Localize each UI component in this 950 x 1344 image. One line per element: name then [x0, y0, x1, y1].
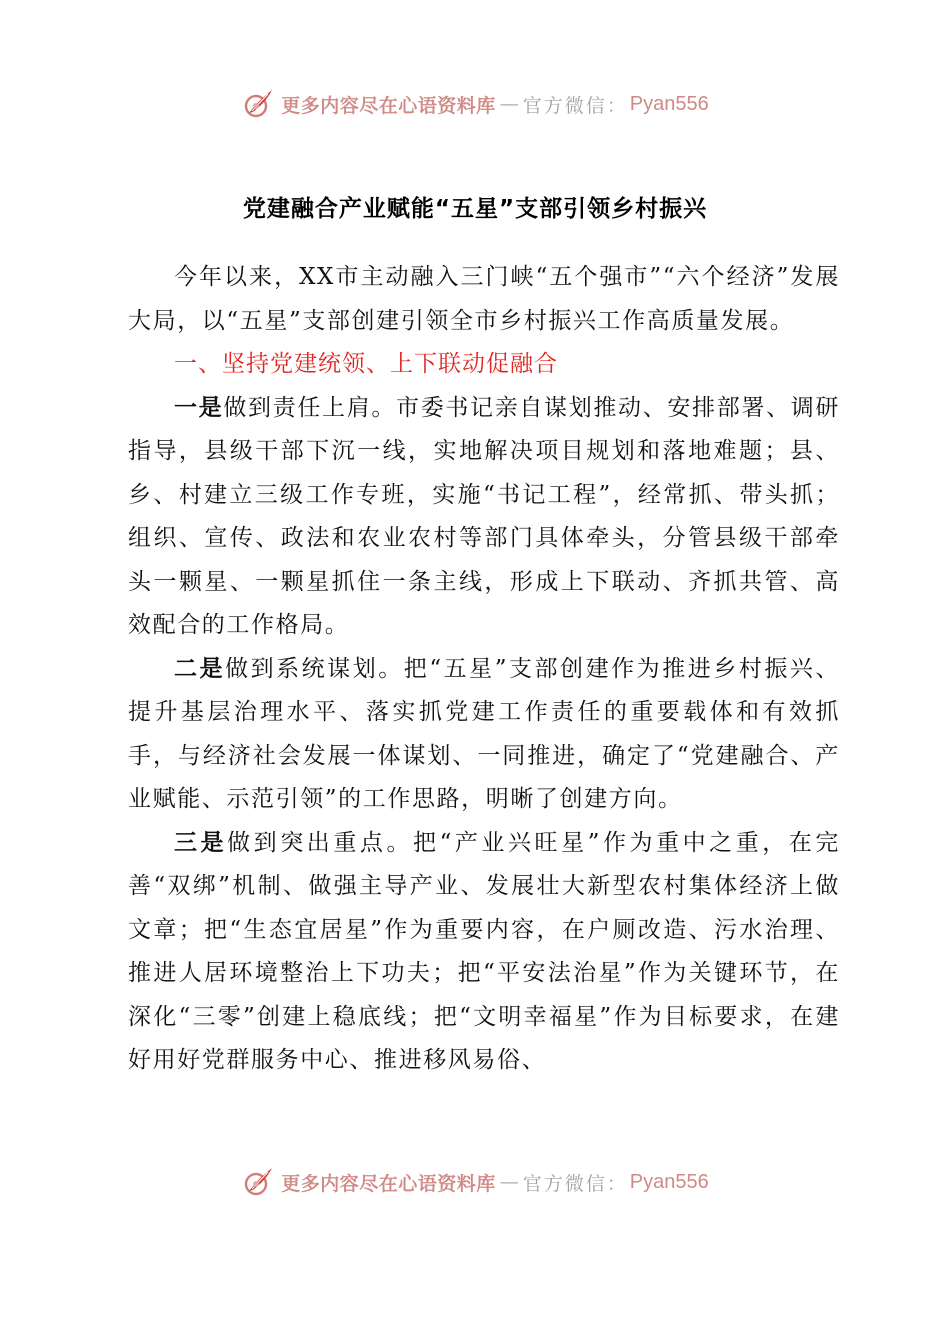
footer-banner [0, 1162, 950, 1202]
point-paragraph-1 [128, 387, 840, 648]
point-text: 做到系统谋划。把“五星”支部创建作为推进乡村振兴、提升基层治理水平、落实抓党建工作责任的重要载体和有效抓手，与经济社会发展一体谋划、一同推进，确定了“党建融合、产业赋能、示范引领”的工作思路，明晰了创建方向。 [128, 655, 840, 812]
document-title: 党建融合产业赋能“五星”支部引领乡村振兴 [242, 196, 708, 222]
point-paragraph-3 [128, 822, 840, 1083]
banner-dash: — [499, 93, 519, 115]
quill-logo-icon [241, 1165, 275, 1199]
point-lead: 二是 [174, 655, 226, 682]
banner-dash: — [499, 1171, 519, 1193]
point-lead: 三是 [174, 829, 228, 856]
point-lead: 一是 [174, 394, 224, 421]
header-banner [0, 84, 950, 124]
banner-wechat-label: 官方微信： [522, 94, 628, 117]
section-heading: 一、坚持党建统领、上下联动促融合 [174, 351, 558, 377]
banner-wechat-label: 官方微信： [522, 1172, 628, 1195]
intro-paragraph: 今年以来，XX市主动融入三门峡“五个强市”“六个经济”发展大局，以“五星”支部创建引领全市乡村振兴工作高质量发展。 [128, 264, 840, 334]
banner-brand-text: 更多内容尽在心语资料库 [281, 1172, 496, 1195]
banner-brand-text: 更多内容尽在心语资料库 [281, 94, 496, 117]
point-text: 做到突出重点。把“产业兴旺星”作为重中之重，在完善“双绑”机制、做强主导产业、发展壮大新型农村集体经济上做文章；把“生态宜居星”作为重要内容，在户厕改造、污水治理、推进人居环境整治上下功夫；把“平安法治星”作为关键环节，在深化“三零”创建上稳底线；把“文明幸福星”作为目标要求，在建好用好党群服务中心、推进移风易俗、 [128, 829, 841, 1073]
document-body [128, 256, 840, 1083]
point-text: 做到责任上肩。市委书记亲自谋划推动、安排部署、调研指导，县级干部下沉一线，实地解决项目规划和落地难题；县、乡、村建立三级工作专班，实施“书记工程”，经常抓、带头抓；组织、宣传、政法和农业农村等部门具体牵头，分管县级干部牵头一颗星、一颗星抓住一条主线，形成上下联动、齐抓共管、高效配合的工作格局。 [128, 394, 841, 638]
quill-logo-icon [241, 87, 275, 121]
point-paragraph-2 [128, 648, 840, 822]
banner-wechat-id: Pyan556 [629, 1170, 709, 1193]
banner-wechat-id: Pyan556 [629, 92, 709, 115]
